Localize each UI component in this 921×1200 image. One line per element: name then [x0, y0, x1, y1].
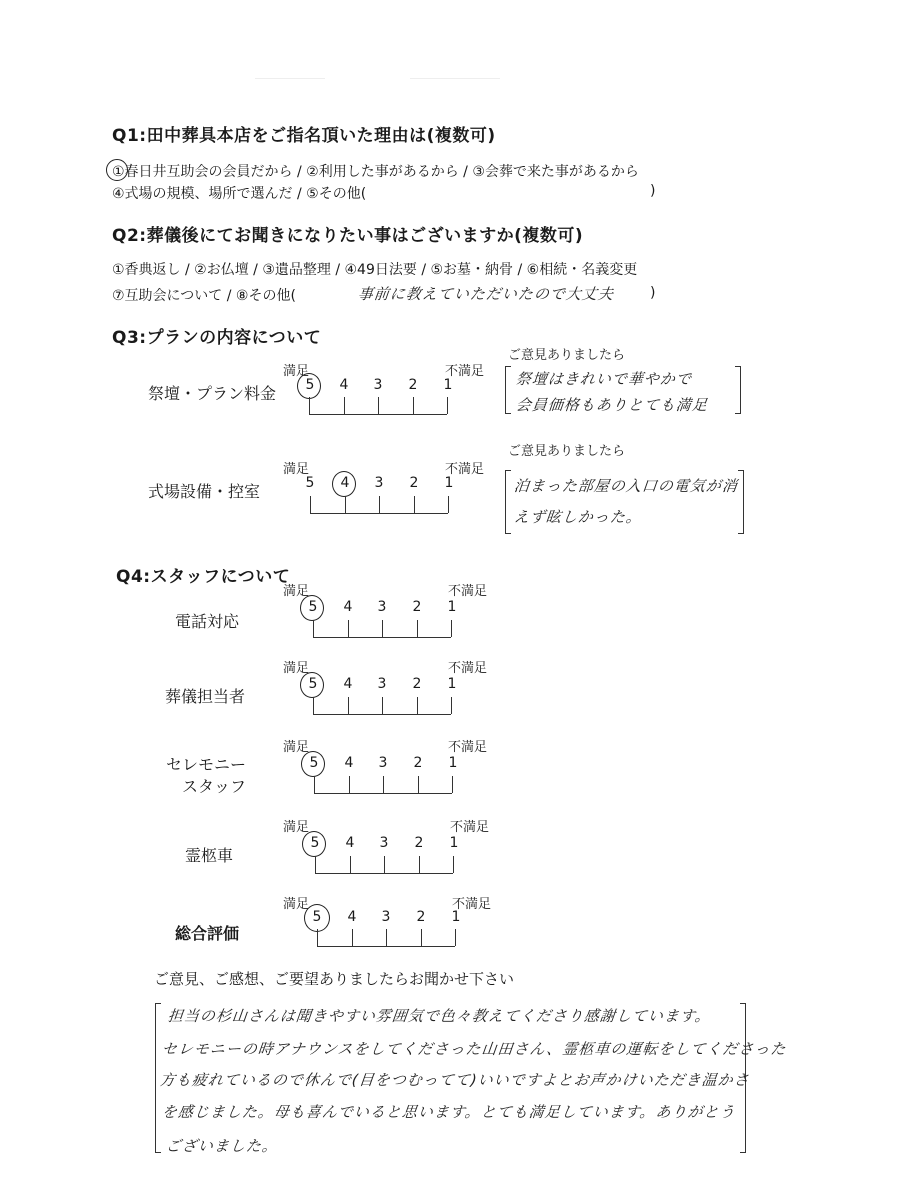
scale-tick — [310, 496, 311, 513]
scale-line — [315, 873, 453, 874]
q3-item-label: 式場設備・控室 — [148, 482, 261, 501]
scale-good-label: 満足 — [283, 820, 310, 835]
scale-number: 5 — [309, 755, 319, 771]
scale-line — [313, 637, 451, 638]
scale-line — [310, 513, 448, 514]
scale-bad-label: 不満足 — [450, 820, 490, 835]
scale-number: 2 — [414, 835, 424, 851]
comment-bracket-right — [738, 470, 744, 534]
scale-good-label: 満足 — [283, 897, 310, 912]
scan-artifact — [410, 78, 500, 79]
q2-title: Q2:葬儀後にてお聞きになりたい事はございますか(複数可) — [112, 226, 584, 246]
scale-tick — [345, 496, 346, 513]
scale-number: 5 — [308, 599, 318, 615]
scale-tick — [378, 397, 379, 414]
scale-tick — [383, 776, 384, 793]
comment-bracket-left — [505, 366, 511, 414]
scale-good-label: 満足 — [283, 462, 310, 477]
scale-tick — [451, 697, 452, 714]
scale-tick — [417, 620, 418, 637]
scale-number: 5 — [312, 909, 322, 925]
comment-bracket-right — [735, 366, 741, 414]
q4-item-label: 総合評価 — [175, 924, 240, 943]
q4-item-label: 葬儀担当者 — [165, 687, 246, 706]
scale-number: 4 — [340, 475, 350, 491]
q2-options-line1: ①香典返し / ②お仏壇 / ③遺品整理 / ④49日法要 / ⑤お墓・納骨 / ⑥相続・名義変更 — [112, 262, 638, 278]
scale-good-label: 満足 — [283, 584, 310, 599]
scale-tick — [352, 929, 353, 946]
scale-number: 2 — [409, 475, 419, 491]
final-comment-line: 方も疲れているので休んで(目をつむってて)いいですよとお声かけいただき温かさ — [159, 1071, 751, 1089]
q2-options-close: ) — [650, 285, 656, 301]
scale-tick — [421, 929, 422, 946]
scale-tick — [344, 397, 345, 414]
scale-tick — [314, 776, 315, 793]
scale-number: 3 — [374, 475, 384, 491]
final-comment-line: 担当の杉山さんは聞きやすい雰囲気で色々教えてくださり感謝しています。 — [167, 1007, 712, 1025]
q2-options-line2: ⑦互助会について / ⑧その他( — [112, 288, 296, 304]
q4-item-label: セレモニー — [166, 755, 247, 774]
scale-number: 1 — [444, 475, 454, 491]
scale-tick — [448, 496, 449, 513]
scale-number: 2 — [412, 676, 422, 692]
scale-tick — [348, 697, 349, 714]
scale-number: 1 — [451, 909, 461, 925]
q4-item-label: 電話対応 — [175, 612, 240, 631]
scale-number: 5 — [305, 475, 315, 491]
scale-bad-label: 不満足 — [452, 897, 492, 912]
scale-bad-label: 不満足 — [448, 661, 488, 676]
scale-number: 1 — [449, 835, 459, 851]
q1-options-line1: ①春日井互助会の会員だから / ②利用した事があるから / ③会葬で来た事があるから — [112, 164, 639, 180]
q4-item-label: スタッフ — [182, 777, 247, 796]
scale-tick — [453, 856, 454, 873]
scale-tick — [348, 620, 349, 637]
q3-title: Q3:プランの内容について — [112, 328, 322, 348]
scale-tick — [413, 397, 414, 414]
scale-number: 3 — [373, 377, 383, 393]
q3-comment-line: えず眩しかった。 — [513, 508, 643, 526]
q4-title: Q4:スタッフについて — [116, 567, 291, 587]
final-comment-line: セレモニーの時アナウンスをしてくださった山田さん、霊柩車の運転をしてくださった — [161, 1040, 788, 1058]
scale-tick — [382, 697, 383, 714]
scale-tick — [452, 776, 453, 793]
final-comment-prompt: ご意見、ご感想、ご要望ありましたらお聞かせ下さい — [154, 970, 515, 988]
q3-item-label: 祭壇・プラン料金 — [148, 384, 277, 403]
scale-number: 1 — [448, 755, 458, 771]
scale-tick — [382, 620, 383, 637]
scale-number: 2 — [413, 755, 423, 771]
scale-number: 2 — [412, 599, 422, 615]
scale-tick — [315, 856, 316, 873]
scale-tick — [384, 856, 385, 873]
scale-line — [317, 946, 455, 947]
scan-artifact — [255, 78, 325, 79]
scale-number: 3 — [378, 755, 388, 771]
scale-tick — [447, 397, 448, 414]
scale-number: 3 — [377, 599, 387, 615]
scale-number: 1 — [447, 599, 457, 615]
scale-tick — [317, 929, 318, 946]
q1-title: Q1:田中葬具本店をご指名頂いた理由は(複数可) — [112, 126, 496, 146]
q3-comment-line: 泊まった部屋の入口の電気が消 — [513, 477, 739, 495]
q1-options-close: ) — [650, 183, 656, 199]
q1-options-line2: ④式場の規模、場所で選んだ / ⑤その他( — [112, 186, 367, 202]
scale-number: 1 — [443, 377, 453, 393]
scale-tick — [451, 620, 452, 637]
comment-prompt: ご意見ありましたら — [508, 348, 626, 363]
comment-bracket-left — [505, 470, 511, 534]
scale-bad-label: 不満足 — [445, 364, 485, 379]
scale-bad-label: 不満足 — [448, 584, 488, 599]
scale-number: 2 — [408, 377, 418, 393]
scale-tick — [313, 620, 314, 637]
final-comment-line: ございました。 — [165, 1137, 279, 1155]
scale-number: 4 — [344, 755, 354, 771]
q2-other-answer: 事前に教えていただいたので大丈夫 — [357, 285, 615, 303]
scale-bad-label: 不満足 — [445, 462, 485, 477]
scale-tick — [417, 697, 418, 714]
scale-number: 1 — [447, 676, 457, 692]
scale-bad-label: 不満足 — [448, 740, 488, 755]
scale-number: 4 — [343, 676, 353, 692]
scale-line — [313, 714, 451, 715]
comment-prompt: ご意見ありましたら — [508, 444, 626, 459]
scale-tick — [455, 929, 456, 946]
scale-tick — [309, 397, 310, 414]
scale-tick — [386, 929, 387, 946]
scale-good-label: 満足 — [283, 661, 310, 676]
scale-number: 5 — [308, 676, 318, 692]
scale-tick — [349, 776, 350, 793]
scale-tick — [419, 856, 420, 873]
scale-tick — [414, 496, 415, 513]
q4-item-label: 霊柩車 — [185, 846, 234, 865]
scale-number: 3 — [379, 835, 389, 851]
scale-tick — [313, 697, 314, 714]
scale-tick — [350, 856, 351, 873]
scale-tick — [418, 776, 419, 793]
scale-number: 4 — [343, 599, 353, 615]
final-comment-line: を感じました。母も喜んでいると思います。とても満足しています。ありがとう — [161, 1103, 737, 1121]
scale-number: 5 — [305, 377, 315, 393]
scale-number: 3 — [381, 909, 391, 925]
scale-number: 5 — [310, 835, 320, 851]
scale-line — [309, 414, 447, 415]
scale-number: 4 — [339, 377, 349, 393]
scale-number: 2 — [416, 909, 426, 925]
scale-tick — [379, 496, 380, 513]
scale-number: 4 — [345, 835, 355, 851]
scale-good-label: 満足 — [283, 740, 310, 755]
scale-good-label: 満足 — [283, 364, 310, 379]
scale-line — [314, 793, 452, 794]
scale-number: 4 — [347, 909, 357, 925]
q3-comment-line: 祭壇はきれいで華やかで — [515, 370, 693, 388]
q3-comment-line: 会員価格もありとても満足 — [515, 396, 709, 414]
scale-number: 3 — [377, 676, 387, 692]
